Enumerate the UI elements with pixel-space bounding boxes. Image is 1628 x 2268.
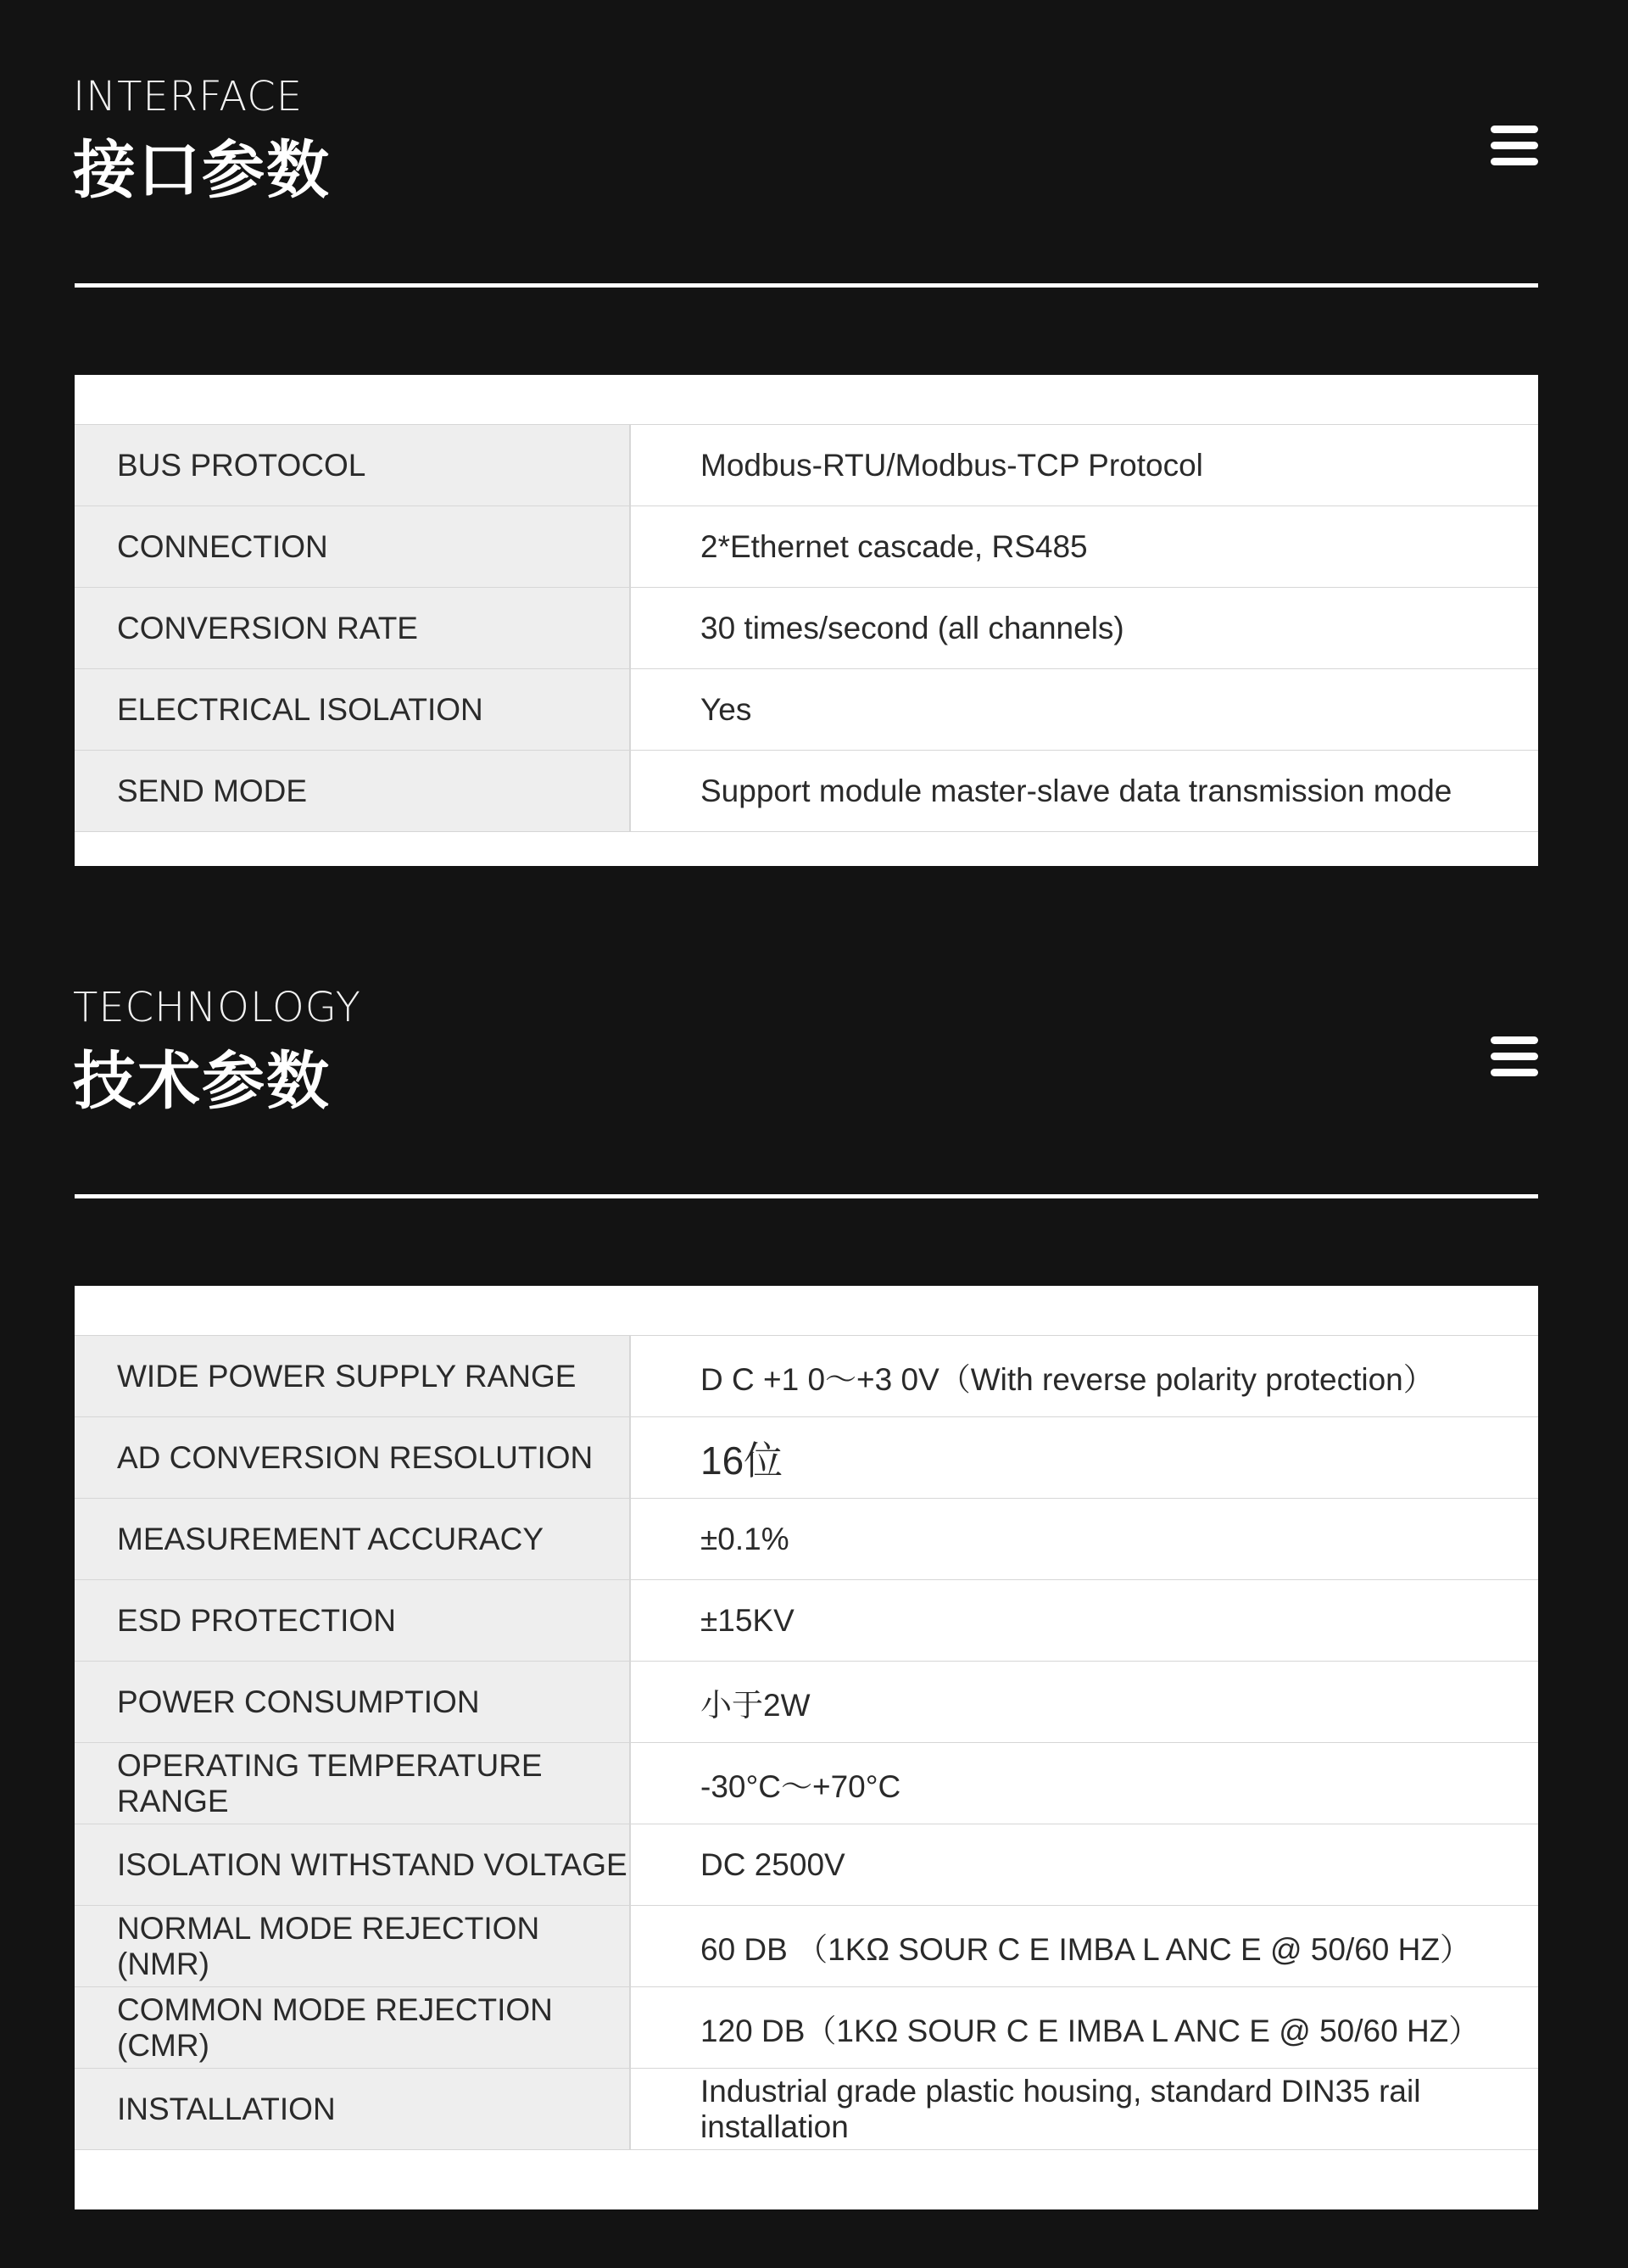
table-row (75, 750, 1538, 832)
row-value: D C +1 0～+3 0V（With reverse polarity protection） (700, 1361, 1435, 1397)
table-row (75, 1824, 1538, 1906)
table-row (75, 506, 1538, 588)
table-row (75, 587, 1538, 669)
row-label: MEASUREMENT ACCURACY (75, 1499, 631, 1579)
row-value: 60 DB （1KΩ SOUR C E IMBA L ANC E @ 50/60 HZ） (700, 1931, 1471, 1967)
row-label: ESD PROTECTION (75, 1580, 631, 1661)
row-label: ELECTRICAL ISOLATION (75, 669, 631, 750)
row-value: Support module master-slave data transmission mode (700, 773, 1452, 808)
row-label: SEND MODE (75, 751, 631, 831)
row-value: Industrial grade plastic housing, standard DIN35 rail installation (700, 2073, 1421, 2144)
interface-eyebrow: INTERFACE (73, 73, 304, 120)
row-label: AD CONVERSION RESOLUTION (75, 1417, 631, 1498)
table-row (75, 1661, 1538, 1743)
table-row (75, 2068, 1538, 2150)
row-label: NORMAL MODE REJECTION (NMR) (75, 1906, 631, 1986)
row-value: Yes (700, 691, 752, 727)
row-value: ±0.1% (700, 1521, 789, 1556)
section-divider (75, 283, 1538, 288)
table-row (75, 1986, 1538, 2069)
row-value: 小于2W (700, 1687, 811, 1723)
row-value: Modbus-RTU/Modbus-TCP Protocol (700, 447, 1203, 483)
row-label: OPERATING TEMPERATURE RANGE (75, 1743, 631, 1824)
interface-title: 接口参数 (73, 134, 331, 207)
row-value: 120 DB（1KΩ SOUR C E IMBA L ANC E @ 50/60 HZ） (700, 2013, 1480, 2048)
section-divider (75, 1194, 1538, 1198)
row-label: INSTALLATION (75, 2069, 631, 2149)
row-label: CONVERSION RATE (75, 588, 631, 668)
table-row (75, 1335, 1538, 1417)
row-label: ISOLATION WITHSTAND VOLTAGE (75, 1824, 631, 1905)
row-value: 16位 (700, 1438, 783, 1483)
row-label: WIDE POWER SUPPLY RANGE (75, 1336, 631, 1416)
row-value: ±15KV (700, 1602, 794, 1638)
menu-icon[interactable] (1491, 1036, 1538, 1077)
row-value: 2*Ethernet cascade, RS485 (700, 528, 1088, 564)
table-row (75, 1579, 1538, 1662)
technology-eyebrow: TECHNOLOGY (73, 984, 361, 1031)
interface-spec-table (75, 375, 1538, 866)
row-value: 30 times/second (all channels) (700, 610, 1124, 645)
table-row (75, 1416, 1538, 1499)
row-label: BUS PROTOCOL (75, 425, 631, 506)
row-label: CONNECTION (75, 506, 631, 587)
row-value: -30°C～+70°C (700, 1768, 901, 1804)
row-value: DC 2500V (700, 1846, 845, 1882)
technology-spec-table (75, 1286, 1538, 2209)
menu-icon[interactable] (1491, 126, 1538, 166)
table-row (75, 1905, 1538, 1987)
table-row (75, 424, 1538, 506)
table-row (75, 1498, 1538, 1580)
row-label: COMMON MODE REJECTION (CMR) (75, 1987, 631, 2068)
table-row (75, 668, 1538, 751)
technology-title: 技术参数 (73, 1045, 331, 1118)
table-row (75, 1742, 1538, 1824)
row-label: POWER CONSUMPTION (75, 1662, 631, 1742)
